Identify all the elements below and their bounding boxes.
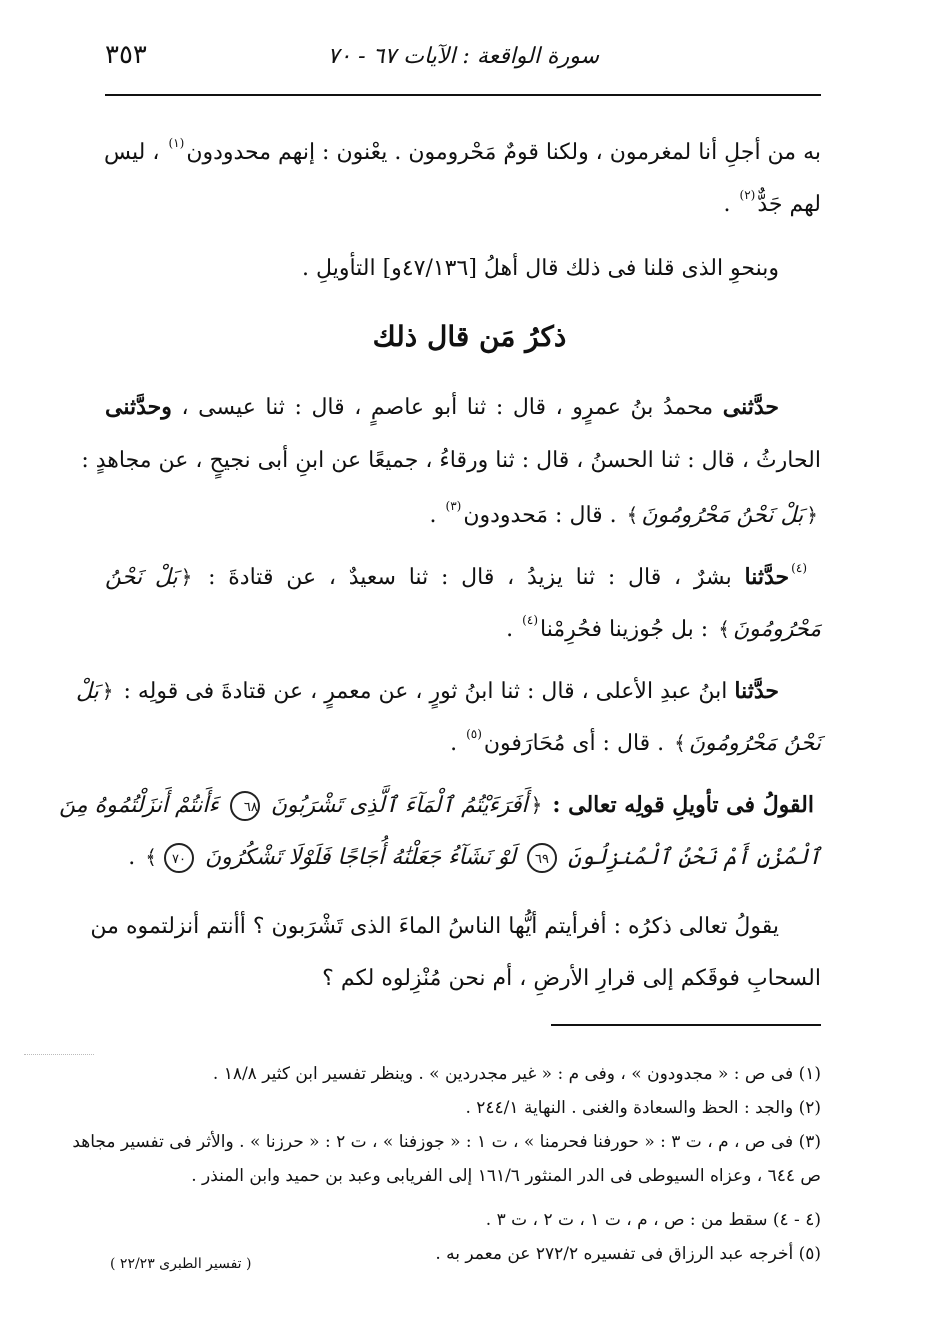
body-line — [105, 190, 821, 222]
text-span: ، ليس — [104, 140, 160, 165]
text-span: ابنُ عبدِ الأعلى ، قال : ثنا ابنُ ثورٍ ، عن معمرٍ ، عن قتادةَ فى قولِه : — [123, 679, 728, 704]
book-footer: ( تفسير الطبرى ٢٢/٢٣ ) — [110, 1256, 252, 1272]
footnote-ref: (٤) — [522, 613, 538, 627]
ayah-number-marker: ٧٠ — [164, 843, 194, 873]
quran-text: ٱلْمُزْنِ أَمْ نَحْنُ ٱلْمُنزِلُونَ — [567, 845, 821, 870]
section-heading: ذكرُ مَن قال ذلك — [372, 320, 567, 353]
text-span: : بل جُوزينا فحُرِمْنا — [540, 617, 709, 642]
ornate-bracket-close: ﴾ — [626, 503, 639, 527]
footnote: (٤ - ٤) سقط من : ص ، م ، ت ١ ، ت ٢ ، ت ٣ . — [485, 1210, 821, 1230]
footnote: (٥) أخرجه عبد الرزاق فى تفسيره ٢٧٢/٢ عن معمر به . — [435, 1244, 821, 1264]
quran-text: بَلْ نَحْنُ — [105, 565, 178, 590]
text-span: بشرٌ ، قال : ثنا يزيدُ ، قال : ثنا سعيدٌ ، عن قتادةَ : — [208, 565, 732, 590]
footnote-separator — [551, 1024, 821, 1026]
text-span: به من أجلِ أنا لمغرمون ، ولكنا قومٌ مَحْرومون . يعْنون : إنهم محدودون — [186, 140, 821, 165]
footnote-ref: (٤) — [791, 561, 807, 575]
narration-keyword: حدَّثنى — [722, 394, 779, 420]
body-line — [105, 614, 821, 647]
ornate-bracket-open: ﴿ — [530, 793, 543, 817]
footnote: (٣) فى ص ، م ، ت ٣ : « حورفنا فحرمنا » ، ت ١ : « جوزفنا » ، ت ٢ : « حرزنا » . والأثر فى تفسير مجاهد — [72, 1132, 821, 1152]
quran-text: بَلْ — [75, 679, 99, 704]
ayah-number-marker: ٦٨ — [230, 791, 260, 821]
ornate-bracket-open: ﴿ — [101, 679, 114, 703]
text-span: . — [723, 192, 731, 217]
body-line: يقولُ تعالى ذكرُه : أفرأيتم أيُّها الناسُ الماءَ الذى تَشْرَبون ؟ أأنتم أنزلتموه من — [90, 914, 779, 939]
page-number: ٣٥٣ — [105, 40, 147, 70]
footnote-ref: (٣) — [445, 499, 462, 513]
narration-keyword: وحدَّثنى — [105, 394, 172, 420]
narration-keyword: حدَّثنا — [744, 564, 790, 590]
footnote: ص ٦٤٤ ، وعزاه السيوطى فى الدر المنثور ١٦١/٦ إلى الفريابى وعبد بن حميد وابن المنذر . — [191, 1166, 821, 1186]
body-line — [75, 676, 779, 707]
text-span: . قال : مَحدودون — [463, 503, 617, 528]
body-line — [59, 790, 814, 821]
section-lead: القولُ فى تأويلِ قولِه تعالى : — [552, 792, 814, 818]
quran-text: لَوْ نَشَآءُ جَعَلْنَٰهُ أُجَاجًا فَلَوْلَا تَشْكُرُونَ — [204, 845, 516, 870]
margin-mark — [24, 1054, 94, 1055]
body-line: وبنحوِ الذى قلنا فى ذلك قال أهلُ [٤٧/١٣٦و] التأويلِ . — [302, 256, 779, 281]
header-rule — [105, 94, 821, 96]
body-line — [105, 500, 821, 533]
ornate-bracket-open: ﴿ — [180, 565, 193, 589]
narration-keyword: حدَّثنا — [734, 678, 779, 704]
footnote: (١) فى ص : « مجدودون » ، وفى م : « غير مجدردين » . وينظر تفسير ابن كثير ١٨/٨ . — [212, 1064, 821, 1084]
text-span: . — [506, 617, 514, 642]
quran-text: نَحْنُ مَحْرُومُونَ — [688, 731, 821, 756]
body-line — [105, 728, 821, 761]
quran-text: مَحْرُومُونَ — [732, 617, 821, 642]
ornate-bracket-close: ﴾ — [674, 731, 686, 755]
ayah-number-marker: ٦٩ — [527, 843, 557, 873]
footnote: (٢) والجد : الحظ والسعادة والغنى . النهاية ٢٤٤/١ . — [465, 1098, 821, 1118]
body-line — [105, 562, 809, 595]
ornate-bracket-open: ﴿ — [806, 503, 818, 527]
footnote-ref: (٢) — [739, 188, 756, 202]
quran-text: ءَأَنتُمْ أَنزَلْتُمُوهُ مِنَ — [59, 793, 219, 818]
quran-text: بَلْ نَحْنُ مَحْرُومُونَ — [641, 503, 804, 528]
ornate-bracket-close: ﴾ — [718, 617, 730, 641]
text-span: لهم جَدٌّ — [757, 192, 821, 217]
body-line: الحارثُ ، قال : ثنا الحسنُ ، قال : ثنا ورقاءُ ، جميعًا عن ابنِ أبى نجيحٍ ، عن مجاهدٍ : — [81, 448, 821, 473]
text-span: محمدُ بنُ عمرٍو ، قال : ثنا أبو عاصمٍ ، قال : ثنا عيسى ، — [181, 395, 714, 420]
body-line — [105, 392, 779, 423]
quran-text: أَفَرَءَيْتُمُ ٱلْمَآءَ ٱلَّذِى تَشْرَبُونَ — [270, 793, 528, 818]
running-header-title: سورة الواقعة : الآيات ٦٧ - ٧٠ — [327, 44, 599, 69]
footnote-ref: (١) — [168, 136, 185, 150]
text-span: . قال : أى مُحَارَفون — [483, 731, 665, 756]
text-span: . — [450, 731, 458, 756]
text-span: . — [128, 845, 136, 870]
text-span: . — [429, 503, 437, 528]
ornate-bracket-close: ﴾ — [145, 845, 157, 869]
body-line — [105, 842, 821, 873]
body-line: السحابِ فوقَكم إلى قرارِ الأرضِ ، أم نحن مُنْزِلوه لكم ؟ — [322, 966, 821, 991]
body-line — [105, 138, 821, 170]
footnote-ref: (٥) — [466, 727, 482, 741]
